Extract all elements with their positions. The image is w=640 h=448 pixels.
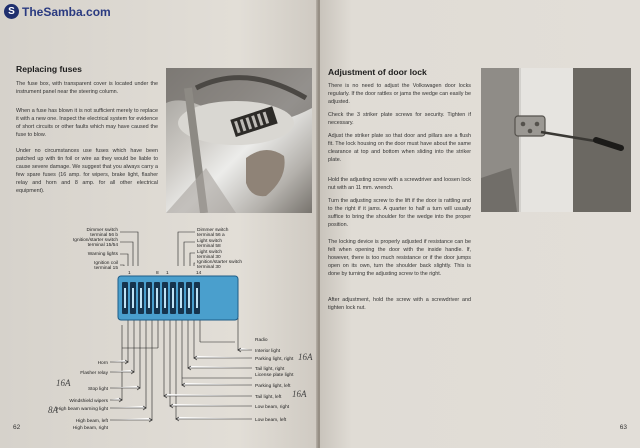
- watermark: [4, 4, 111, 19]
- label-ignition-30-term: terminal 30: [197, 265, 221, 270]
- label-radio: Radio: [255, 338, 268, 343]
- left-paragraph-2: When a fuse has blown it is not sufficient merely to replace it with a new one. Inspect the electrical system for evidence of short circuits or other faults which may have caused the fuse to blow.: [16, 108, 158, 139]
- left-page-number: 62: [13, 424, 21, 431]
- label-light-58-term: terminal 58: [197, 244, 221, 249]
- label-low-beam-right: Low beam, right: [255, 405, 290, 410]
- fuse-box-photo: [166, 68, 312, 213]
- left-page: [0, 0, 318, 448]
- handwritten-8a-highbeam: 8A: [48, 405, 58, 415]
- label-dimmer-56a: Dimmer switch: [197, 228, 229, 233]
- fuse-number-1: 1: [128, 271, 131, 276]
- label-windshield-wipers: Windshield wipers: [69, 399, 108, 404]
- door-lock-photo: [481, 68, 631, 212]
- right-heading: Adjustment of door lock: [328, 67, 427, 77]
- right-paragraph-4: Hold the adjusting screw with a screwdriver and loosen lock nut with an 11 mm. wrench.: [328, 177, 471, 192]
- left-paragraph-1: The fuse box, with transparent cover is located under the instrument panel near the steering column.: [16, 81, 158, 96]
- right-paragraph-1: There is no need to adjust the Volkswagen door locks regularly. If the door rattles or jams the wedge can easily be adjusted.: [328, 83, 471, 106]
- label-interior-light: Interior light: [255, 349, 281, 354]
- label-high-beam-right: High beam, right: [72, 426, 108, 430]
- fuse-number-8: 8: [156, 271, 159, 276]
- label-low-beam-left: Low beam, left: [255, 418, 287, 423]
- label-parking-right: Parking light, right: [255, 357, 294, 362]
- label-tail-right: Tail light, right: [255, 367, 285, 372]
- left-heading: Replacing fuses: [16, 64, 82, 74]
- label-high-beam-warning: High beam warning light: [56, 407, 108, 412]
- label-light-30: Light switch: [197, 250, 223, 255]
- label-license-plate: License plate light: [255, 373, 294, 378]
- left-paragraph-3: Under no circumstances use fuses which have been patched up with tin foil or wire as they would be liable to cause severe damage. We suggest that you always carry a few spare fuses (16 amp. for wipers, brake light, flasher relay and horn and 8 amp. for all other electrical equipment).: [16, 148, 158, 195]
- label-flasher-relay: Flasher relay: [80, 371, 108, 376]
- samba-logo-icon: S: [4, 4, 19, 19]
- label-ignition-1554: Ignition/starter switch: [72, 238, 118, 243]
- label-ignition-coil: Ignition coil: [94, 261, 118, 266]
- label-stop-light: Stop light: [87, 387, 108, 392]
- label-ignition-1554-term: terminal 15/54: [87, 243, 118, 248]
- label-light-30-term: terminal 30: [197, 255, 221, 260]
- right-paragraph-5: Turn the adjusting screw to the lift if the door is rattling and to the right if it jams. A quarter to half a turn will usually suffice to bring the shoulder for the wedge into the proper position.: [328, 198, 471, 229]
- watermark-text: TheSamba.com: [22, 4, 111, 19]
- handwritten-16a-tail-right: 16A: [298, 352, 313, 362]
- label-dimmer-56b: Dimmer switch: [86, 228, 118, 233]
- right-paragraph-2: Check the 3 striker plate screws for security. Tighten if necessary.: [328, 112, 471, 127]
- label-light-58: Light switch: [197, 239, 223, 244]
- label-tail-left: Tail light, left: [255, 395, 282, 400]
- label-dimmer-56b-term: terminal 56 b: [90, 233, 118, 238]
- label-ignition-coil-term: terminal 15: [94, 266, 118, 271]
- right-page-number: 63: [619, 424, 627, 431]
- label-parking-left: Parking light, left: [255, 384, 291, 389]
- right-paragraph-3: Adjust the striker plate so that door and pillars are a flush fit. The lock housing on the door must have about the same clearance at top and bottom when sliding into the striker plate.: [328, 133, 471, 164]
- label-warning-lights: Warning lights: [87, 252, 118, 257]
- handwritten-16a-wipers: 16A: [56, 378, 71, 388]
- label-horn: Horn: [97, 361, 108, 366]
- handwritten-16a-tail-left: 16A: [292, 389, 307, 399]
- fuse-number-14: 14: [196, 271, 202, 276]
- label-ignition-30: Ignition/starter switch: [197, 260, 243, 265]
- right-paragraph-6: The locking device is properly adjusted if resistance can be felt when opening the door with the inside handle. If, however, there is too much resistance or if the door jumps open on its own, turn the shoulder back slightly. This is done by turning the adjusting screw to the right.: [328, 239, 471, 278]
- fuse-box-wiring-diagram: [0, 220, 318, 430]
- label-dimmer-56a-term: terminal 56 a: [197, 233, 225, 238]
- label-high-beam-left: High beam, left: [75, 419, 108, 424]
- right-paragraph-7: After adjustment, hold the screw with a screwdriver and tighten lock nut.: [328, 297, 471, 312]
- fuse-number-1b: 1: [166, 271, 169, 276]
